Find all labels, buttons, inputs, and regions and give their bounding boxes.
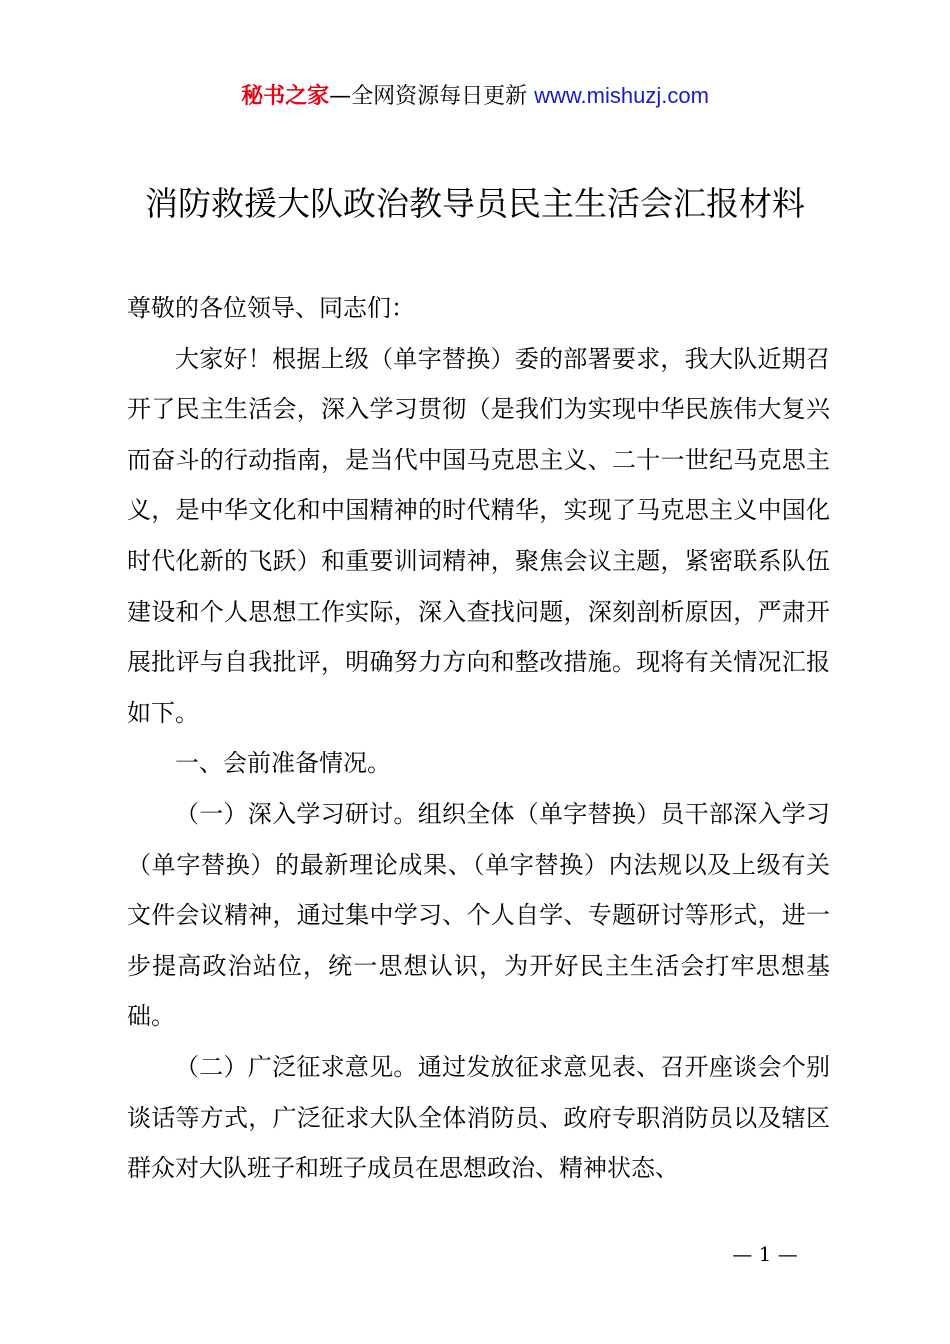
site-url-link[interactable]: www.mishuzj.com xyxy=(534,83,709,108)
site-header xyxy=(0,80,950,113)
paragraph-intro: 大家好！根据上级（单字替换）委的部署要求，我大队近期召开了民主生活会，深入学习贯彻（是我们为实现中华民族伟大复兴而奋斗的行动指南，是当代中国马克思主义、二十一世纪马克思主义，是中华文化和中国精神的时代精华，实现了马克思主义中国化时代化新的飞跃）和重要训词精神，聚焦会议主题，紧密联系队伍建设和个人思想工作实际，深入查找问题，深刻剖析原因，严肃开展批评与自我批评，明确努力方向和整改措施。现将有关情况汇报如下。 xyxy=(127,344,830,727)
salutation: 尊敬的各位领导、同志们： xyxy=(127,294,415,322)
paragraph-opinions: （二）广泛征求意见。通过发放征求意见表、召开座谈会个别谈话等方式，广泛征求大队全体消防员、政府专职消防员以及辖区群众对大队班子和班子成员在思想政治、精神状态、 xyxy=(127,1052,830,1183)
paragraph-study: （一）深入学习研讨。组织全体（单字替换）员干部深入学习（单字替换）的最新理论成果、（单字替换）内法规以及上级有关文件会议精神，通过集中学习、个人自学、专题研讨等形式，进一步提高政治站位，统一思想认识，为开好民主生活会打牢思想基础。 xyxy=(127,799,830,1031)
site-brand: 秘书之家 xyxy=(241,84,330,109)
site-tagline: —全网资源每日更新 xyxy=(329,84,528,109)
section-heading-1: 一、会前准备情况。 xyxy=(175,749,391,778)
document-title: 消防救援大队政治教导员民主生活会汇报材料 xyxy=(145,184,805,223)
document-body xyxy=(127,283,830,1194)
page-number: — 1 — xyxy=(732,1242,798,1266)
